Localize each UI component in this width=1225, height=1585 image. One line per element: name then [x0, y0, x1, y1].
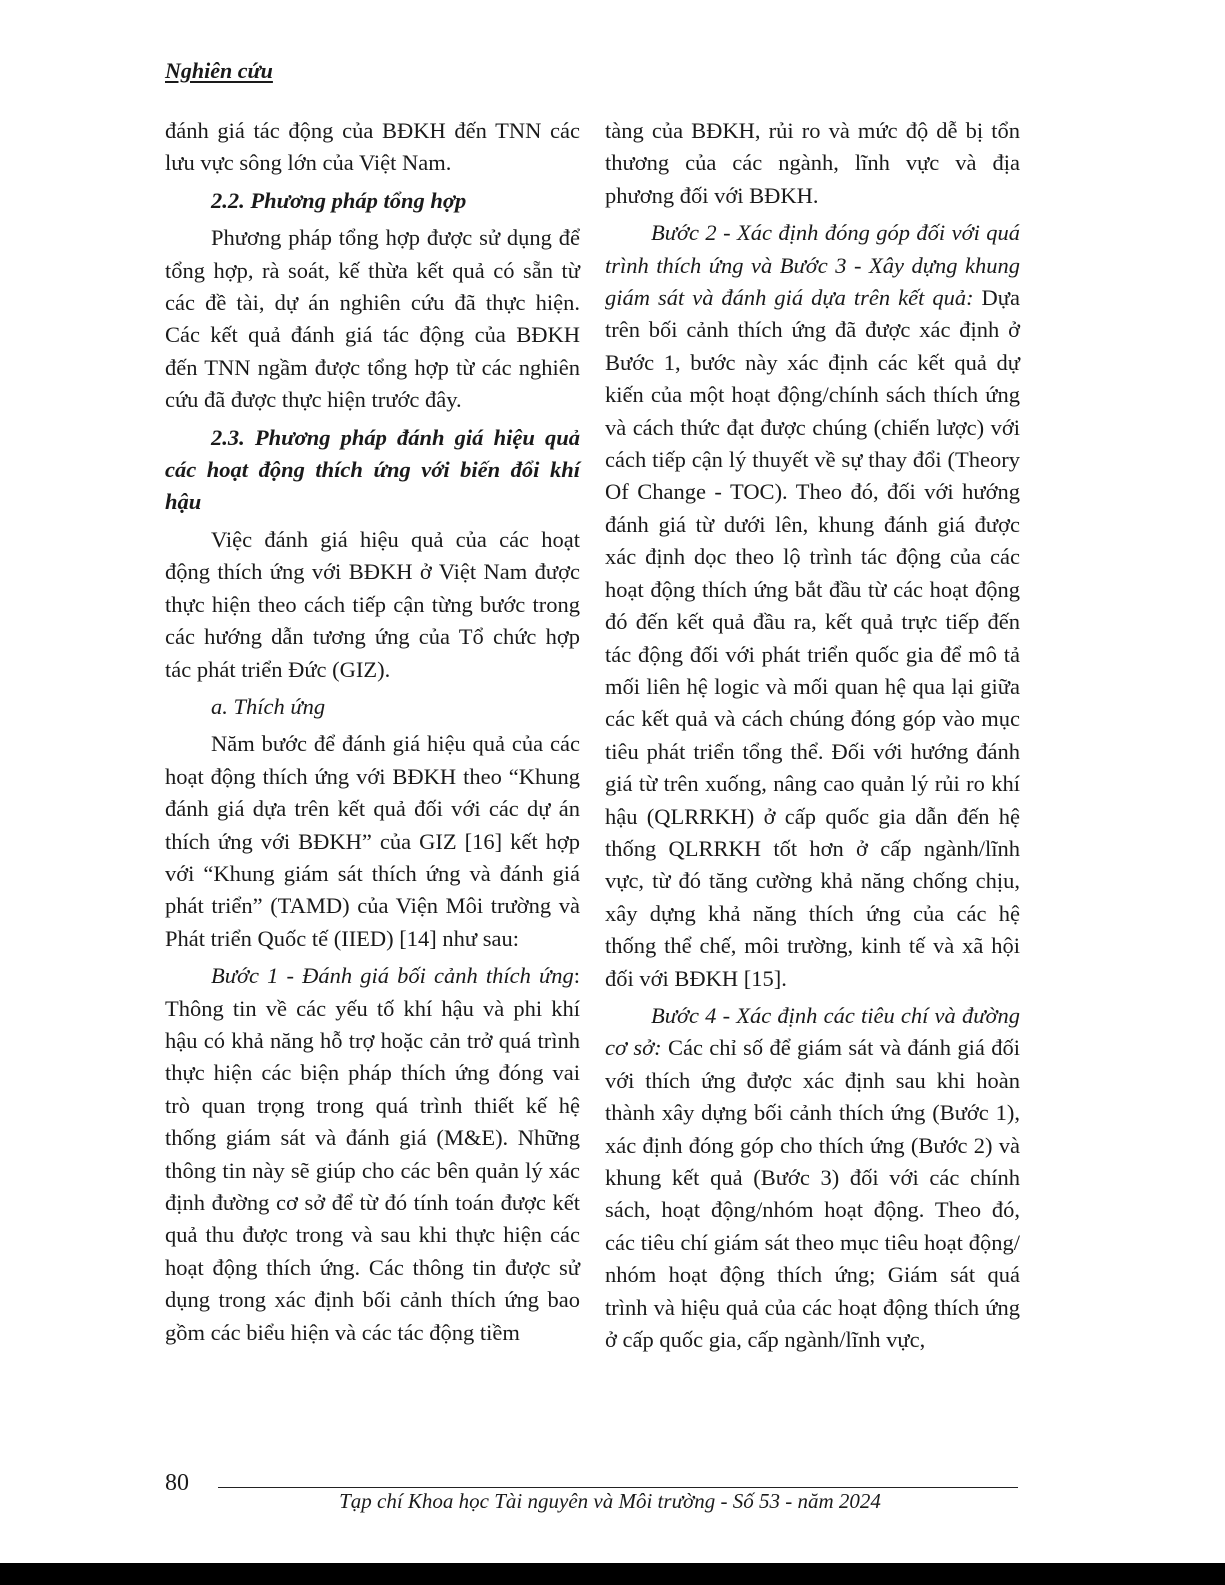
paragraph-step-2-3: [605, 217, 1020, 995]
paragraph: Năm bước để đánh giá hiệu quả của các hoạt động thích ứng với BĐKH theo “Khung đánh giá dựa trên kết quả đối với các dự án thích ứng với BĐKH” của GIZ [16] kết hợp với “Khung giám sát thích ứng và đánh giá phát triển” (TAMD) của Viện Môi trường và Phát triển Quốc tế (IIED) [14] như sau:: [165, 731, 580, 951]
subheading-a: a. Thích ứng: [211, 693, 326, 719]
bottom-bar: [0, 1563, 1225, 1585]
step-1-title: Bước 1 - Đánh giá bối cảnh thích ứng: [211, 963, 574, 989]
paragraph: tàng của BĐKH, rủi ro và mức độ dễ bị tổn thương của các ngành, lĩnh vực và địa phương đối với BĐKH.: [605, 118, 1020, 208]
step-1-body: : Thông tin về các yếu tố khí hậu và phi khí hậu có khả năng hỗ trợ hoặc cản trở quá trình thực hiện các biện pháp thích ứng đóng vai trò quan trọng trong quá trình thiết kế hệ thống giám sát và đánh giá (M&E). Những thông tin này sẽ giúp cho các bên quản lý xác định đường cơ sở để từ đó tính toán được kết quả thu được trong và sau khi thực hiện các hoạt động thích ứng. Các thông tin được sử dụng trong xác định bối cảnh thích ứng bao gồm các biểu hiện và các tác động tiềm: [165, 963, 580, 1345]
paragraph: Việc đánh giá hiệu quả của các hoạt động thích ứng với BĐKH ở Việt Nam được thực hiện theo cách tiếp cận từng bước trong các hướng dẫn tương ứng của Tổ chức hợp tác phát triển Đức (GIZ).: [165, 526, 580, 682]
right-column: [605, 115, 1020, 1356]
paragraph: đánh giá tác động của BĐKH đến TNN các lưu vực sông lớn của Việt Nam.: [165, 118, 580, 176]
heading-2-2: 2.2. Phương pháp tổng hợp: [211, 187, 467, 213]
paragraph-step-1: [165, 960, 580, 1349]
paragraph: Phương pháp tổng hợp được sử dụng để tổng hợp, rà soát, kế thừa kết quả có sẵn từ các đề tài, dự án nghiên cứu đã thực hiện. Các kết quả đánh giá tác động của BĐKH đến TNN ngầm được tổng hợp từ các nghiên cứu đã được thực hiện trước đây.: [165, 225, 580, 413]
paragraph-step-4: [605, 1000, 1020, 1356]
journal-name: Tạp chí Khoa học Tài nguyên và Môi trường - Số 53 - năm 2024: [339, 1489, 881, 1513]
step-2-3-title: Bước 2 - Xác định đóng góp đối với quá trình thích ứng và Bước 3 - Xây dựng khung giám sát và đánh giá dựa trên kết quả:: [605, 220, 1020, 311]
step-4-body: Các chỉ số để giám sát và đánh giá đối với thích ứng được xác định sau khi hoàn thành xây dựng bối cảnh thích ứng (Bước 1), xác định đóng góp cho thích ứng (Bước 2) và khung kết quả (Bước 3) đối với các chính sách, hoạt động/nhóm hoạt động. Theo đó, các tiêu chí giám sát theo mục tiêu hoạt động/ nhóm hoạt động thích ứng; Giám sát quá trình và hiệu quả của các hoạt động thích ứng ở cấp quốc gia, cấp ngành/lĩnh vực,: [605, 1035, 1020, 1353]
step-4-title: Bước 4 - Xác định các tiêu chí và đường cơ sở:: [605, 1002, 1020, 1061]
heading-2-3: 2.3. Phương pháp đánh giá hiệu quả các hoạt động thích ứng với biến đổi khí hậu: [165, 424, 580, 515]
section-label: Nghiên cứu: [165, 58, 273, 83]
page-number: 80: [165, 1470, 189, 1496]
step-2-3-body: Dựa trên bối cảnh thích ứng đã được xác định ở Bước 1, bước này xác định các kết quả dự kiến của một hoạt động/chính sách thích ứng và cách thức đạt được chúng (chiến lược) với cách tiếp cận lý thuyết về sự thay đổi (Theory Of Change - TOC). Theo đó, đối với hướng đánh giá từ dưới lên, khung đánh giá được xác định dọc theo lộ trình tác động của các hoạt động thích ứng bắt đầu từ các hoạt động đó đến kết quả đầu ra, kết quả trực tiếp đến tác động đối với phát triển quốc gia để mô tả mối liên hệ logic và mối quan hệ qua lại giữa các kết quả và cách chúng đóng góp vào mục tiêu phát triển tổng thể. Đối với hướng đánh giá từ trên xuống, nâng cao quản lý rủi ro khí hậu (QLRRKH) ở cấp quốc gia dẫn đến hệ thống QLRRKH tốt hơn ở cấp ngành/lĩnh vực, từ đó tăng cường khả năng chống chịu, xây dựng khả năng thích ứng của các hệ thống thể chế, môi trường, kinh tế và xã hội đối với BĐKH [15].: [605, 285, 1020, 991]
footer-divider: [218, 1487, 1018, 1488]
left-column: [165, 115, 580, 1349]
